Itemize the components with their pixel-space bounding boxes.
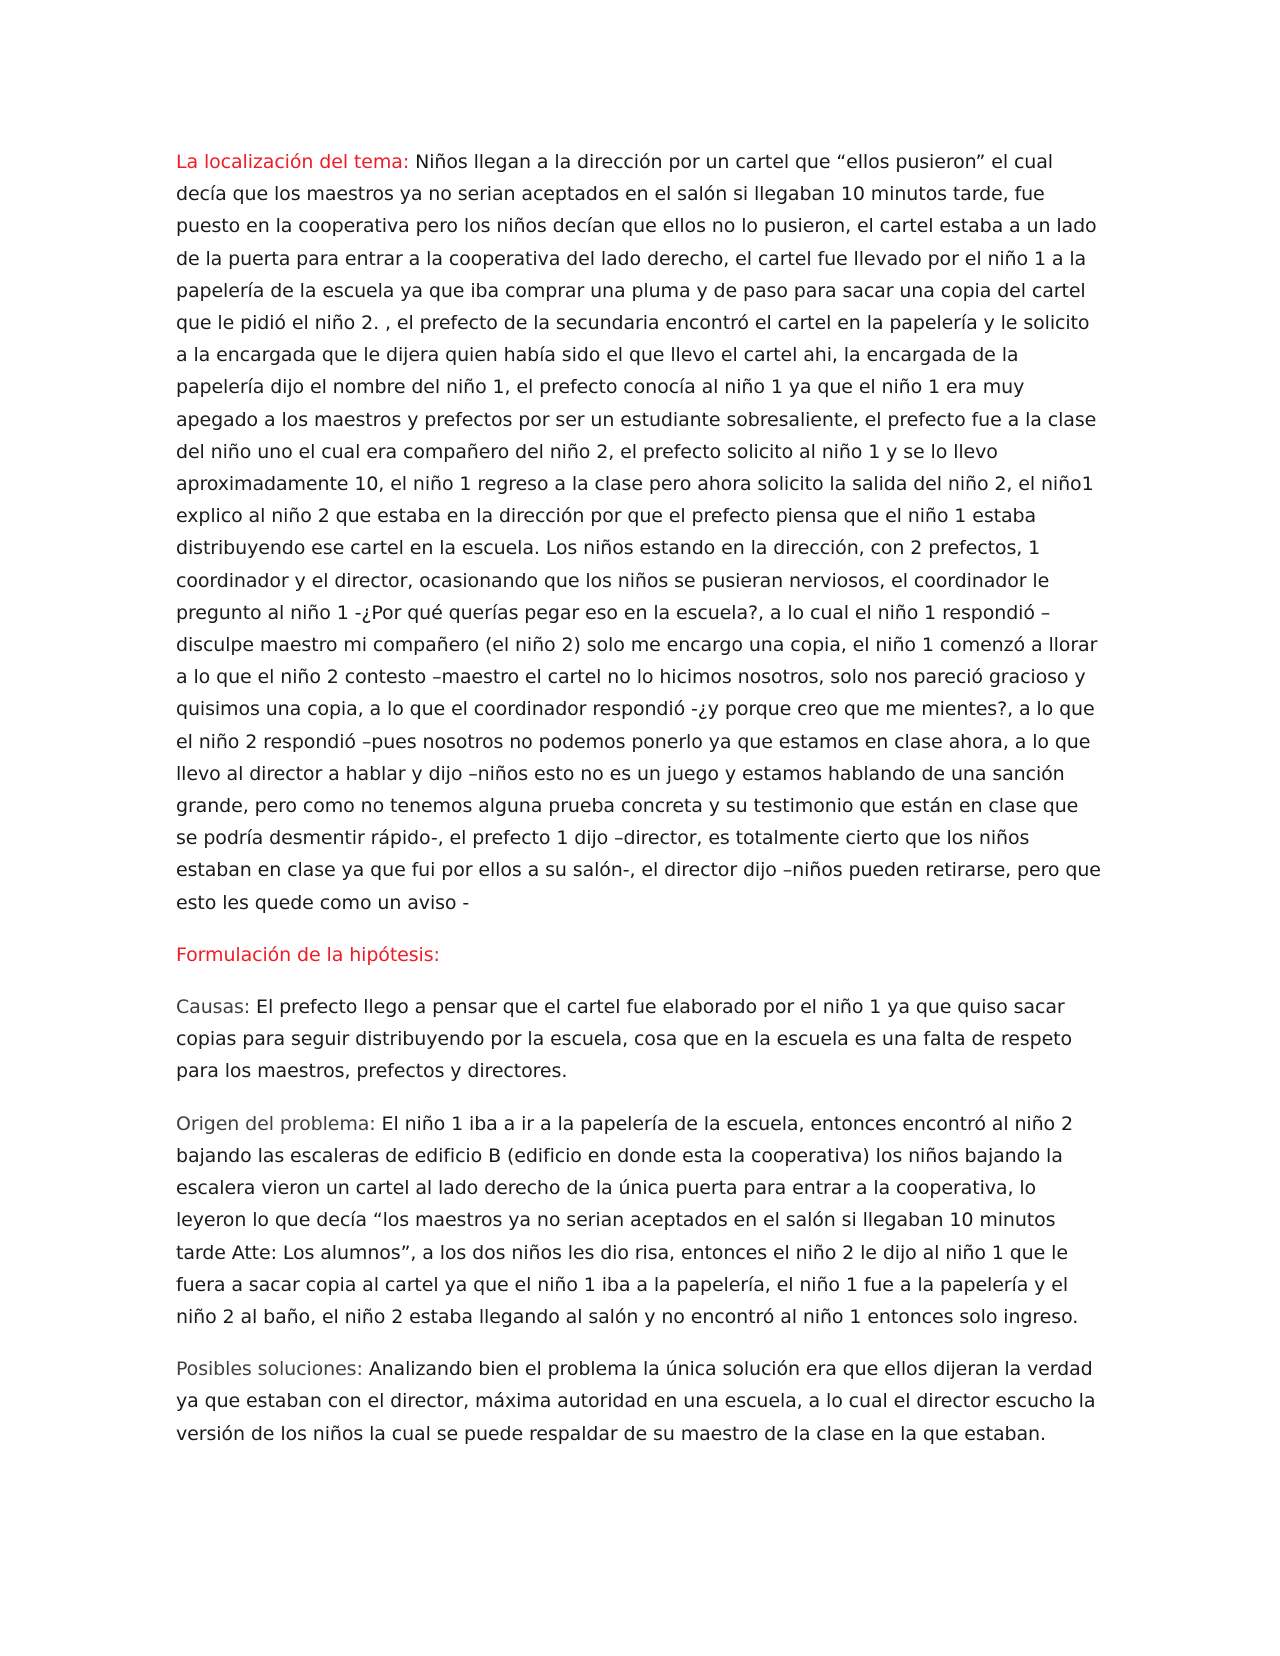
paragraph-origen: [176, 1108, 1101, 1333]
paragraph-formulacion: [176, 939, 1101, 971]
text-causas: El prefecto llego a pensar que el cartel fue elaborado por el niño 1 ya que quiso sacar copias para seguir distribuyendo por la escuela, cosa que en la escuela es una falta de respeto para los maestros, prefectos y directores.: [176, 996, 1073, 1083]
label-soluciones: Posibles soluciones:: [176, 1358, 363, 1381]
paragraph-causas: [176, 991, 1101, 1088]
text-localizacion: Niños llegan a la dirección por un cartel que “ellos pusieron” el cual decía que los maestros ya no serian aceptados en el salón si llegaban 10 minutos tarde, fue puesto en la cooperativa pero los niños decían que ellos no lo pusieron, el cartel estaba a un lado de la puerta para entrar a la cooperativa del lado derecho, el cartel fue llevado por el niño 1 a la papelería de la escuela ya que iba comprar una pluma y de paso para sacar una copia del cartel que le pidió el niño 2. , el prefecto de la secundaria encontró el cartel en la papelería y le solicito a la encargada que le dijera quien había sido el que llevo el cartel ahi, la encargada de la papelería dijo el nombre del niño 1, el prefecto conocía al niño 1 ya que el niño 1 era muy apegado a los maestros y prefectos por ser un estudiante sobresaliente, el prefecto fue a la clase del niño uno el cual era compañero del niño 2, el prefecto solicito al niño 1 y se lo llevo aproximadamente 10, el niño 1 regreso a la clase pero ahora solicito la salida del niño 2, el niño1 explico al niño 2 que estaba en la dirección por que el prefecto piensa que el niño 1 estaba distribuyendo ese cartel en la escuela. Los niños estando en la dirección, con 2 prefectos, 1 coordinador y el director, ocasionando que los niños se pusieran nerviosos, el coordinador le pregunto al niño 1 -¿Por qué querías pegar eso en la escuela?, a lo cual el niño 1 respondió –disculpe maestro mi compañero (el niño 2) solo me encargo una copia, el niño 1 comenzó a llorar a lo que el niño 2 contesto –maestro el cartel no lo hicimos nosotros, solo nos pareció gracioso y quisimos una copia, a lo que el coordinador respondió -¿y porque creo que me mientes?, a lo que el niño 2 respondió –pues nosotros no podemos ponerlo ya que estamos en clase ahora, a lo que llevo al director a hablar y dijo –niños esto no es un juego y estamos hablando de una sanción grande, pero como no tenemos alguna prueba concreta y su testimonio que están en clase que se podría desmentir rápido-, el prefecto 1 dijo –director, es totalmente cierto que los niños estaban en clase ya que fui por ellos a su salón-, el director dijo –niños pueden retirarse, pero que esto les quede como un aviso -: [176, 151, 1101, 914]
text-soluciones: Analizando bien el problema la única solución era que ellos dijeran la verdad ya que estaban con el director, máxima autoridad en una escuela, a lo cual el director escucho la versión de los niños la cual se puede respaldar de su maestro de la clase en la que estaban.: [176, 1358, 1096, 1445]
paragraph-soluciones: [176, 1353, 1101, 1450]
text-origen: El niño 1 iba a ir a la papelería de la escuela, entonces encontró al niño 2 bajando las escaleras de edificio B (edificio en donde esta la cooperativa) los niños bajando la escalera vieron un cartel al lado derecho de la única puerta para entrar a la cooperativa, lo leyeron lo que decía “los maestros ya no serian aceptados en el salón si llegaban 10 minutos tarde Atte: Los alumnos”, a los dos niños les dio risa, entonces el niño 2 le dijo al niño 1 que le fuera a sacar copia al cartel ya que el niño 1 iba a la papelería, el niño 1 fue a la papelería y el niño 2 al baño, el niño 2 estaba llegando al salón y no encontró al niño 1 entonces solo ingreso.: [176, 1112, 1079, 1328]
label-origen: Origen del problema:: [176, 1112, 376, 1135]
paragraph-localizacion: [176, 146, 1101, 919]
label-causas: Causas:: [176, 996, 251, 1019]
label-localizacion: La localización del tema:: [176, 151, 410, 173]
label-formulacion: Formulación de la hipótesis:: [176, 943, 440, 966]
document-body: [176, 146, 1101, 1470]
